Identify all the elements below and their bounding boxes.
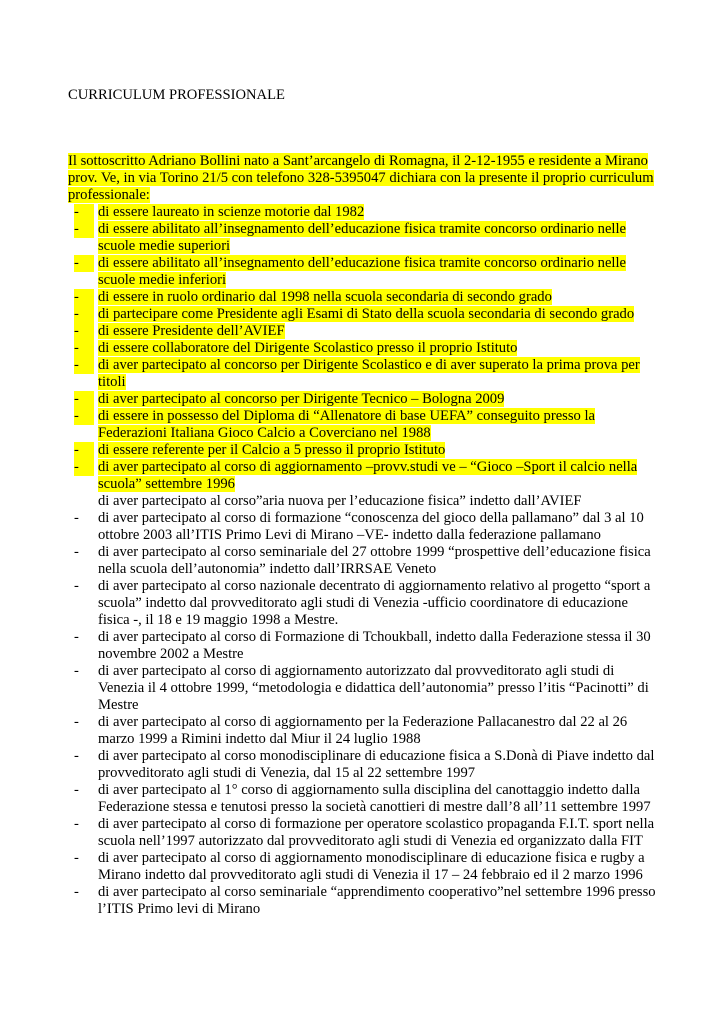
list-item [68,221,658,255]
list-item-text: di aver partecipato al corso seminariale del 27 ottobre 1999 “prospettive dell’educazione fisica nella scuola dell’autonomia” indetto dall’IRRSAE Veneto [98,544,651,577]
list-item [68,816,658,850]
list-item [68,493,658,510]
list-item [68,340,658,357]
document-title: CURRICULUM PROFESSIONALE [68,87,285,103]
list-item [68,578,658,629]
list-item-text: di essere Presidente dell’AVIEF [98,323,285,339]
list-item-text: di essere abilitato all’insegnamento dell’educazione fisica tramite concorso ordinario nelle scuole medie inferiori [98,255,627,288]
list-item-text: di aver partecipato al corso di aggiornamento –provv.studi ve – “Gioco –Sport il calcio nella scuola” settembre 1996 [98,459,638,492]
intro-text: Il sottoscritto Adriano Bollini nato a Sant’arcangelo di Romagna, il 2-12-1955 e residente a Mirano prov. Ve, in via Torino 21/5 con telefono 328-5395047 dichiara con la presente il proprio curriculum professionale: [68,153,654,203]
list-item [68,255,658,289]
list-item [68,629,658,663]
list-item-text: di aver partecipato al corso nazionale decentrato di aggiornamento relativo al progetto “sport a scuola” indetto dal provveditorato agli studi di Venezia -ufficio coordinatore di educazione fisica -, il 18 e 19 maggio 1998 a Mestre. [98,578,651,628]
list-item [68,306,658,323]
list-item [68,544,658,578]
bullet-dash: - [74,357,94,374]
list-item [68,850,658,884]
list-item-text: di partecipare come Presidente agli Esami di Stato della scuola secondaria di secondo grado [98,306,635,322]
list-item [68,663,658,714]
list-item-text: di aver partecipato al corso seminariale “apprendimento cooperativo”nel settembre 1996 presso l’ITIS Primo levi di Mirano [98,884,656,917]
list-item-text: di aver partecipato al concorso per Dirigente Scolastico e di aver superato la prima prova per titoli [98,357,640,390]
list-item-text: di essere collaboratore del Dirigente Scolastico presso il proprio Istituto [98,340,518,356]
list-item-text: di essere laureato in scienze motorie dal 1982 [98,204,365,220]
bullet-dash: - [74,408,94,425]
bullet-dash: - [74,748,79,764]
list-item-text: di aver partecipato al corso di formazione per operatore scolastico propaganda F.I.T. sport nella scuola nell’1997 autorizzato dal provveditorato agli studi di Venezia ed organizzato dalla FIT [98,816,655,849]
bullet-dash: - [74,459,94,476]
list-item [68,357,658,391]
bullet-dash: - [74,510,79,526]
list-item [68,442,658,459]
list-item-text: di essere abilitato all’insegnamento dell’educazione fisica tramite concorso ordinario nelle scuole medie superiori [98,221,627,254]
list-item [68,391,658,408]
list-item-text: di aver partecipato al corso di Formazione di Tchoukball, indetto dalla Federazione stessa il 30 novembre 2002 a Mestre [98,629,651,662]
bullet-dash: - [74,289,94,306]
list-item [68,408,658,442]
list-item [68,459,658,493]
list-item-text: di aver partecipato al concorso per Dirigente Tecnico – Bologna 2009 [98,391,505,407]
list-item-text: di essere referente per il Calcio a 5 presso il proprio Istituto [98,442,446,458]
list-item [68,714,658,748]
list-item-text: di aver partecipato al 1° corso di aggiornamento sulla disciplina del canottaggio indetto dalla Federazione stessa e tenutosi presso la società canottieri di mestre dall’8 all’11 settembre 1997 [98,782,651,815]
bullet-dash: - [74,816,79,832]
list-item [68,782,658,816]
bullet-dash: - [74,714,79,730]
list-item-text: di aver partecipato al corso di aggiornamento per la Federazione Pallacanestro dal 22 al 26 marzo 1999 a Rimini indetto dal Miur il 24 luglio 1988 [98,714,628,747]
curriculum-list [68,204,658,918]
bullet-dash: - [74,255,94,272]
bullet-dash: - [74,850,79,866]
list-item [68,289,658,306]
list-item [68,748,658,782]
bullet-dash: - [74,391,94,408]
list-item-text: di aver partecipato al corso monodisciplinare di educazione fisica a S.Donà di Piave indetto dal provveditorato agli studi di Venezia, dal 15 al 22 settembre 1997 [98,748,655,781]
list-item-text: di essere in possesso del Diploma di “Allenatore di base UEFA” conseguito presso la Federazioni Italiana Gioco Calcio a Coverciano nel 1988 [98,408,596,441]
bullet-dash: - [74,884,79,900]
bullet-dash: - [74,629,79,645]
bullet-dash: - [74,442,94,459]
list-item-text: di aver partecipato al corso di formazione “conoscenza del gioco della pallamano” dal 3 al 10 ottobre 2003 all’ITIS Primo Levi di Mirano –VE- indetto dalla federazione pallamano [98,510,644,543]
list-item [68,884,658,918]
bullet-dash: - [74,782,79,798]
bullet-dash: - [74,221,94,238]
list-item [68,204,658,221]
list-item-text: di aver partecipato al corso”aria nuova per l’educazione fisica” indetto dall’AVIEF [98,493,582,509]
list-item-text: di aver partecipato al corso di aggiornamento autorizzato dal provveditorato agli studi di Venezia il 4 ottobre 1999, “metodologia e didattica dell’autonomia” presso l’itis “Pacinotti” di Mestre [98,663,649,713]
bullet-dash: - [74,663,79,679]
bullet-dash: - [74,323,94,340]
list-item [68,510,658,544]
bullet-dash: - [74,306,94,323]
list-item [68,323,658,340]
intro-paragraph [68,153,658,204]
bullet-dash: - [74,340,94,357]
bullet-dash: - [74,544,79,560]
bullet-dash: - [74,204,94,221]
bullet-dash: - [74,578,79,594]
list-item-text: di essere in ruolo ordinario dal 1998 nella scuola secondaria di secondo grado [98,289,552,305]
list-item-text: di aver partecipato al corso di aggiornamento monodisciplinare di educazione fisica e rugby a Mirano indetto dal provveditorato agli studi di Venezia il 17 – 24 febbraio ed il 2 marzo 1996 [98,850,645,883]
